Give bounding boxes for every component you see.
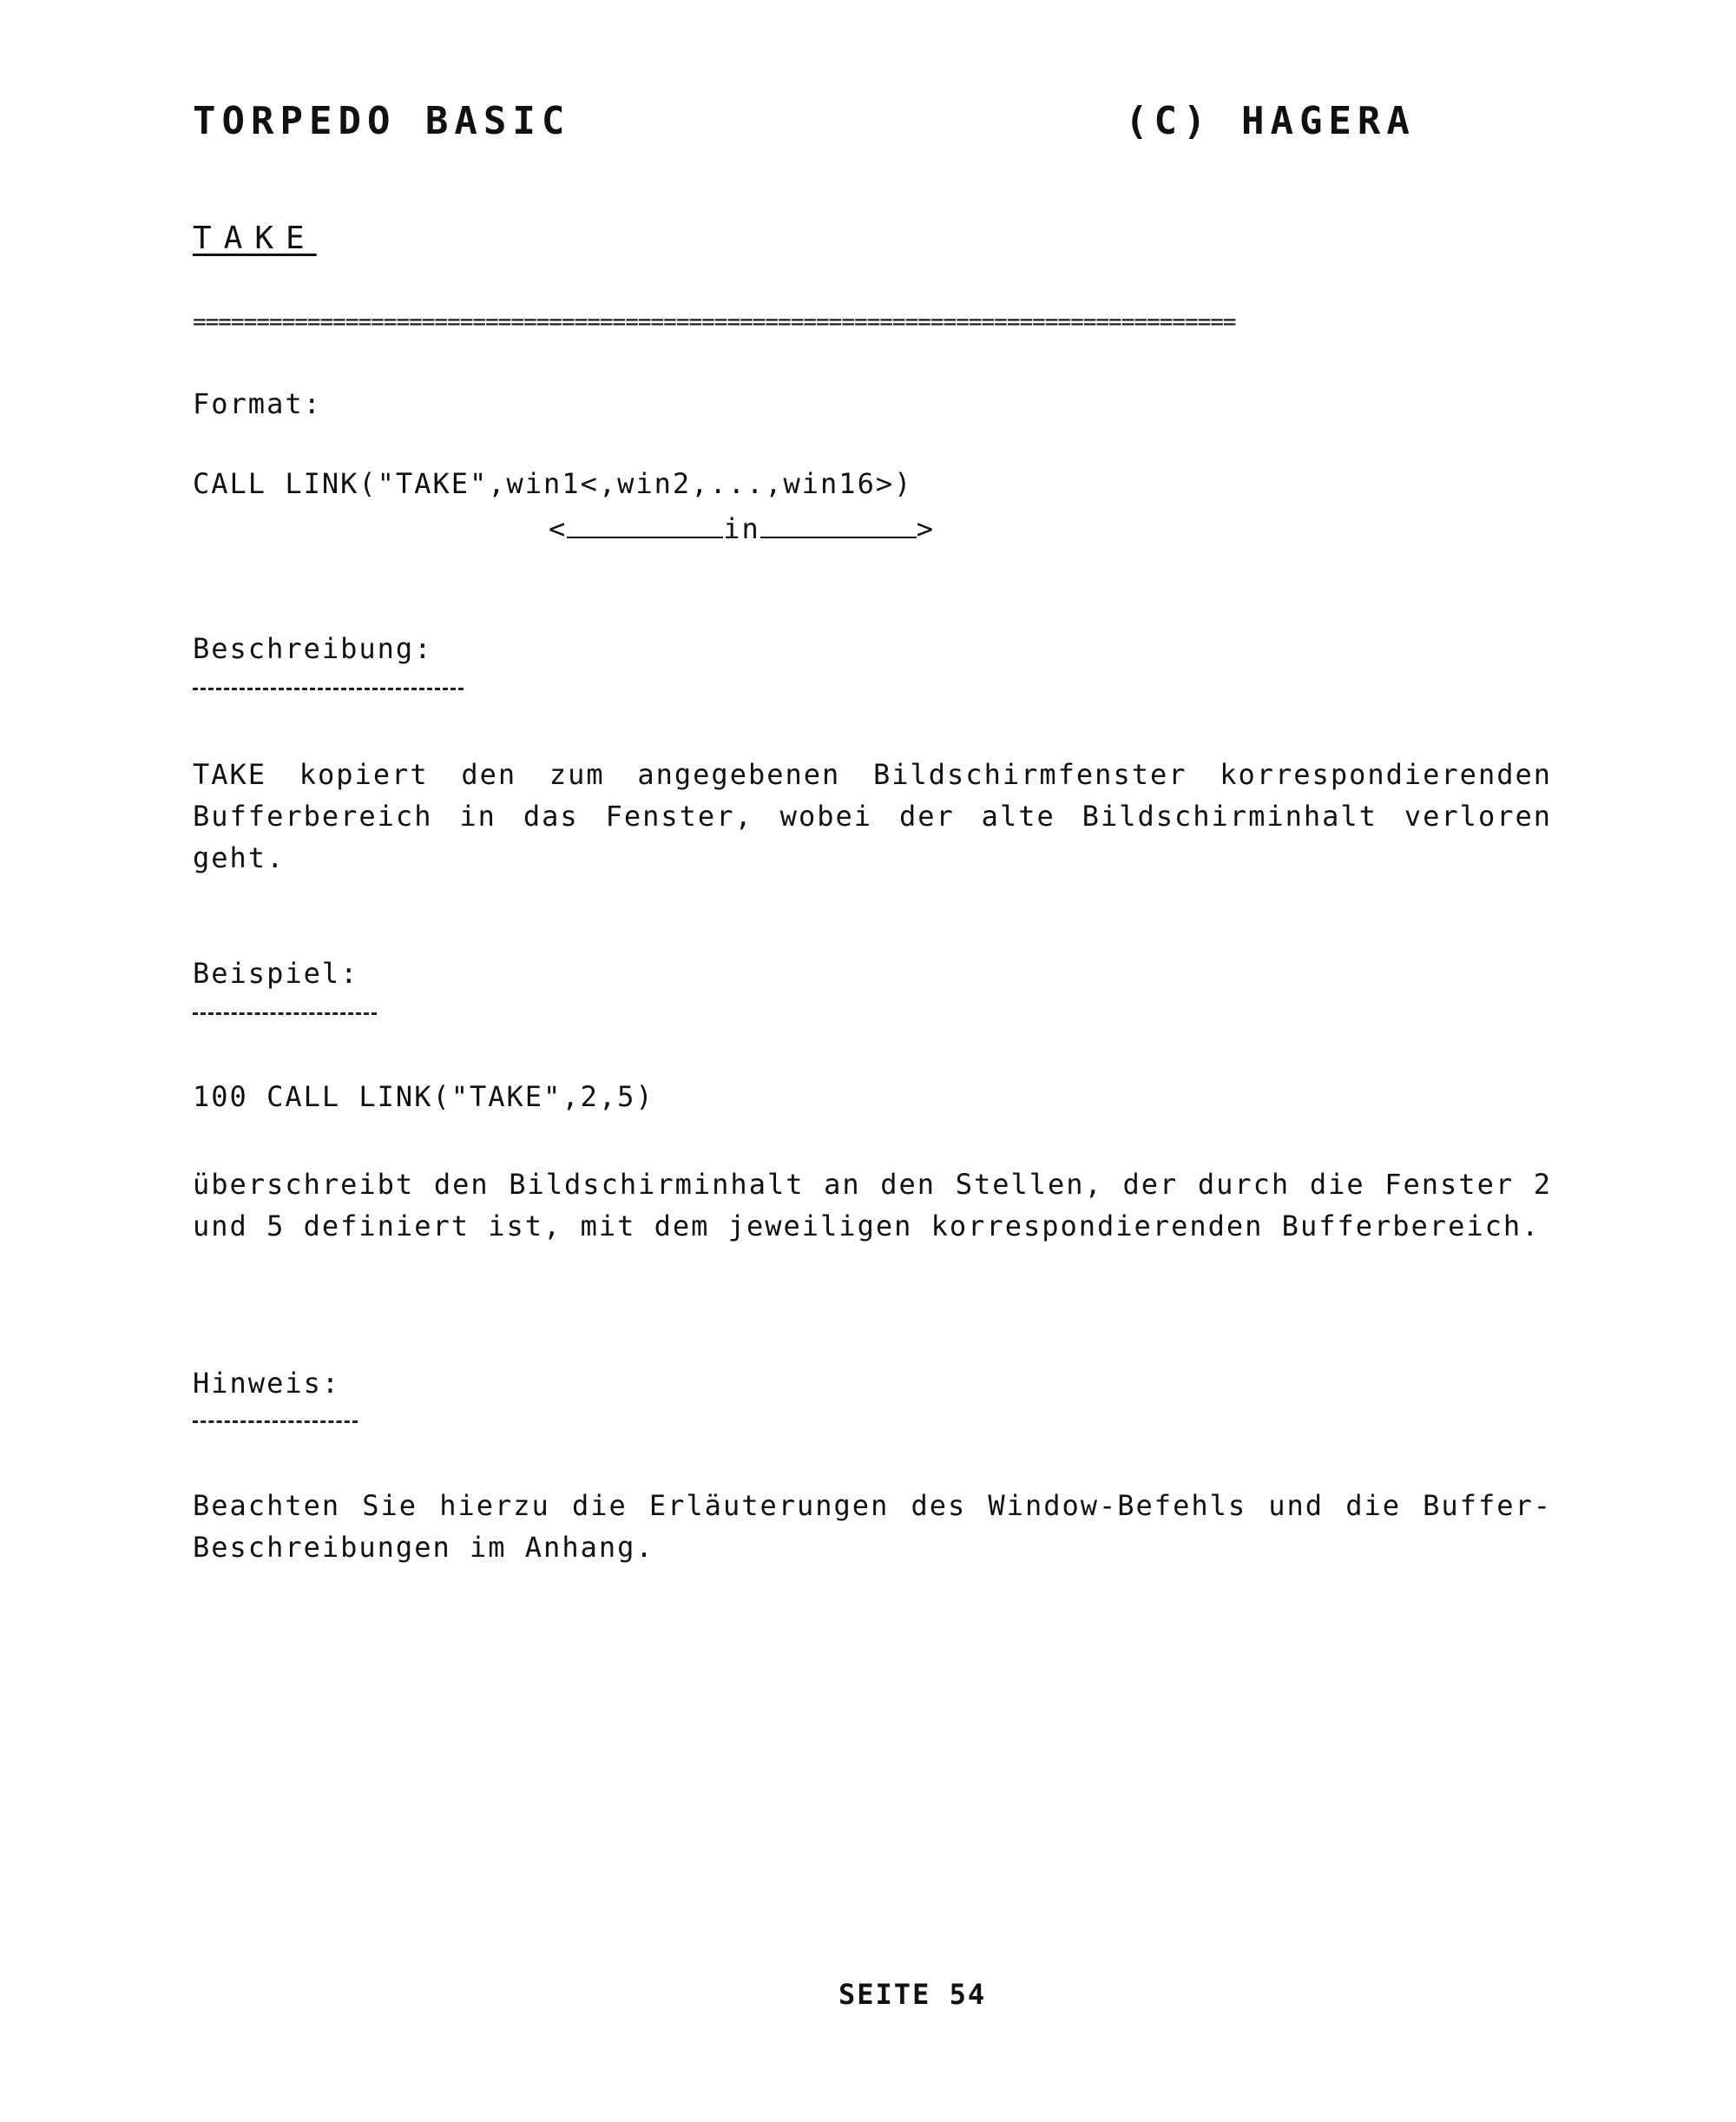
note-text: Beachten Sie hierzu die Erläuterungen des Window-Befehls und die Buffer-Beschreibungen im Anhang. <box>193 1489 1552 1564</box>
page-number: SEITE 54 <box>838 1978 987 2011</box>
description-label: Beschreibung: <box>193 632 433 665</box>
format-label: Format: <box>193 387 322 420</box>
example-code: 100 CALL LINK("TAKE",2,5) <box>193 1080 654 1113</box>
header-title: TORPEDO BASIC <box>193 99 571 143</box>
format-syntax: CALL LINK("TAKE",win1<,win2,...,win16>) <box>193 467 913 500</box>
range-close: > <box>916 512 936 545</box>
example-label: Beispiel: <box>193 957 359 990</box>
range-middle: in <box>723 512 760 545</box>
range-blank-left <box>567 511 723 538</box>
example-text: überschreibt den Bildschirminhalt an den Stellen, der durch die Fenster 2 und 5 definiert ist, mit dem jeweiligen korrespondierenden Bufferbereich. <box>193 1168 1552 1242</box>
example-label-underline <box>193 1012 377 1015</box>
range-open: < <box>549 512 568 545</box>
range-blank-right <box>760 511 917 538</box>
note-label-underline <box>193 1420 358 1423</box>
note-label: Hinweis: <box>193 1367 341 1400</box>
header-copyright: (C) HAGERA <box>1125 99 1416 143</box>
format-range <box>549 511 935 545</box>
separator-line: ================================================================================== <box>193 313 1236 332</box>
command-title: TAKE <box>193 221 317 256</box>
description-label-underline <box>193 688 464 690</box>
description-text: TAKE kopiert den zum angegebenen Bildschirmfenster korrespondierenden Bufferbereich in das Fenster, wobei der alte Bildschirminhalt verloren geht. <box>193 758 1552 874</box>
